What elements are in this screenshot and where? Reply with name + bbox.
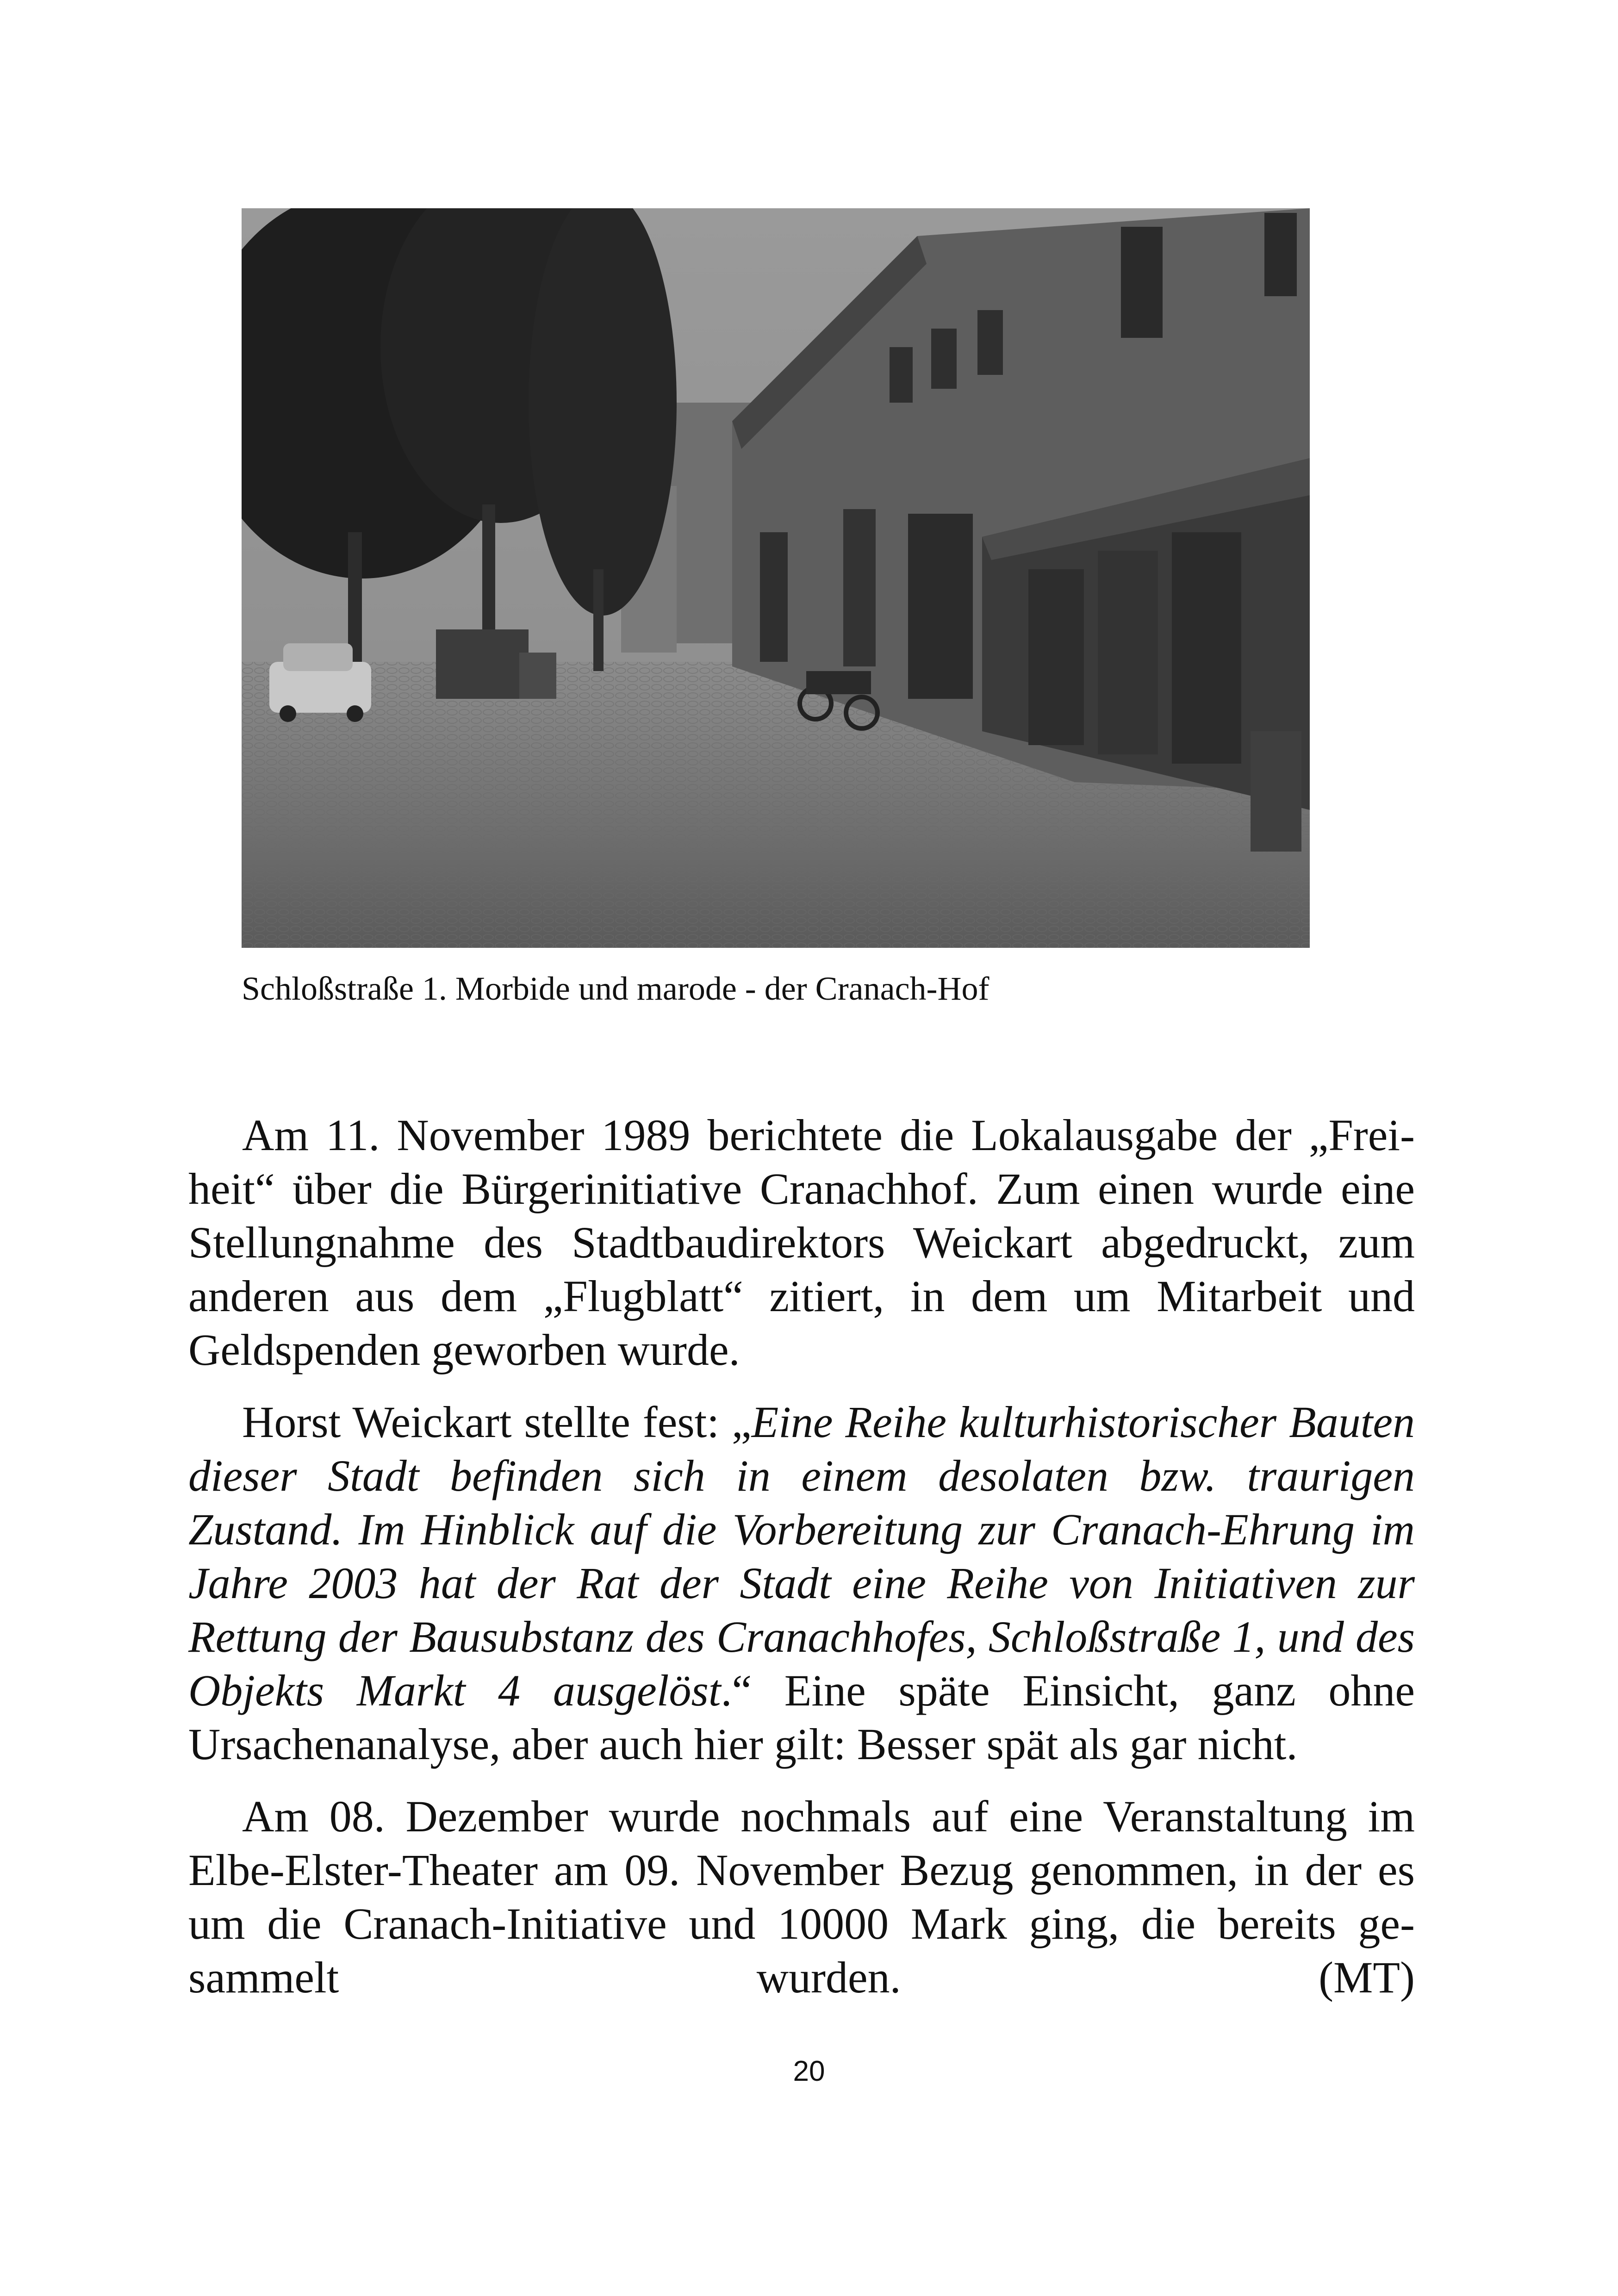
photo-caption: Schloßstraße 1. Morbide und marode - der Cranach-Hof (242, 970, 989, 1007)
body-text (188, 1108, 1415, 2023)
paragraph-1: Am 11. November 1989 berichtete die Lokalausgabe der „Freiheit“ über die Bürgerinitiative Cranachhof. Zum einen wurde eine Stellungnahme des Stadtbaudirektors Weickart abgedruckt, zum anderen aus dem „Flugblatt“ zitiert, in dem um Mitarbeit und Geldspenden geworben wurde. (188, 1110, 1415, 1375)
paragraph-2 (188, 1395, 1415, 1771)
paragraph-2-intro: Horst Weickart stellte fest: „ (242, 1397, 752, 1447)
weickart-quote: Eine Reihe kulturhistorischer Bauten dieser Stadt befinden sich in einem desolaten bzw. traurigen Zustand. Im Hinblick auf die Vorbereitung zur Cranach-Ehrung im Jahre 2003 hat der Rat der Stadt eine Reihe von Initiativen zur Rettung der Bausubstanz des Cranachhofes, Schloßstraße 1, und des Objekts Markt 4 ausgelöst (188, 1397, 1415, 1715)
paragraph-3: Am 08. Dezember wurde nochmals auf eine Veranstaltung im Elbe-Elster-Theater am 09. November Bezug genommen, in der es um die Cranach-Initiative und 10000 Mark ging, die bereits gesammelt wurden. (MT) (188, 1792, 1415, 2002)
cranach-hof-photo (242, 208, 1310, 948)
paragraph-2-rest: .“ Eine späte Einsicht, ganz ohne Ursachenanalyse, aber auch hier gilt: Besser spät als gar nicht. (188, 1666, 1415, 1769)
page-number: 20 (793, 2055, 825, 2087)
